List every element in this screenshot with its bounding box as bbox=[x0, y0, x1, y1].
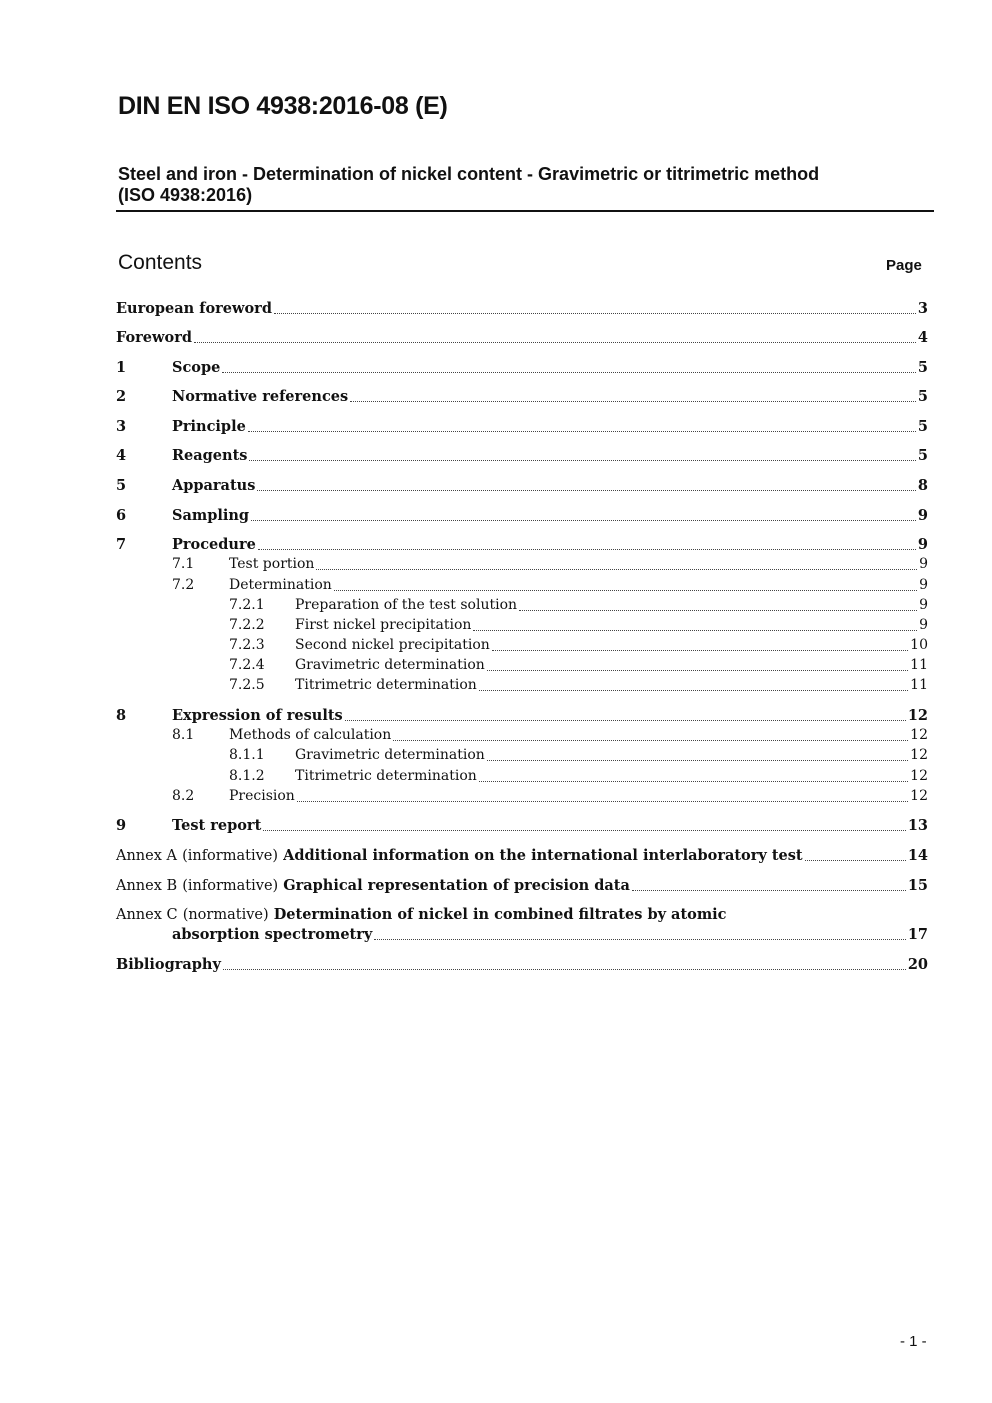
dot-leader bbox=[345, 720, 906, 721]
toc-entry-number: 7.2.1 bbox=[229, 597, 265, 613]
toc-entry-page: 11 bbox=[910, 657, 928, 673]
toc-entry-annex-a[interactable] bbox=[116, 847, 928, 867]
annex-kind: (normative) bbox=[182, 907, 269, 923]
toc-entry-page: 17 bbox=[907, 926, 928, 943]
toc-entry-normative-references[interactable] bbox=[116, 388, 928, 408]
annex-label: Annex C bbox=[116, 907, 178, 923]
dot-leader bbox=[194, 342, 916, 343]
toc-entry-page: 12 bbox=[910, 788, 928, 804]
toc-entry-page: 13 bbox=[907, 817, 928, 834]
toc-entry-number: 2 bbox=[116, 388, 127, 405]
dot-leader bbox=[251, 520, 916, 521]
toc-entry-calc-gravimetric-determination[interactable] bbox=[229, 747, 928, 767]
dot-leader bbox=[258, 549, 916, 550]
toc-entry-title bbox=[116, 847, 803, 864]
toc-entry-foreword[interactable] bbox=[116, 329, 928, 349]
dot-leader bbox=[222, 372, 916, 373]
dot-leader bbox=[479, 690, 908, 691]
toc-entry-expression-of-results[interactable] bbox=[116, 707, 928, 727]
toc-entry-number: 3 bbox=[116, 418, 127, 435]
toc-entry-titrimetric-determination[interactable] bbox=[229, 677, 928, 697]
toc-entry-title: Scope bbox=[172, 359, 221, 376]
toc-entry-european-foreword[interactable] bbox=[116, 300, 928, 320]
toc-entry-calc-titrimetric-determination[interactable] bbox=[229, 768, 928, 788]
toc-entry-bibliography[interactable] bbox=[116, 956, 928, 976]
annex-label: Annex A bbox=[116, 848, 177, 864]
toc-entry-number: 4 bbox=[116, 447, 127, 464]
toc-entry-preparation-of-test-solution[interactable] bbox=[229, 597, 928, 617]
dot-leader bbox=[492, 650, 908, 651]
toc-entry-page: 9 bbox=[917, 536, 928, 553]
toc-entry-page: 5 bbox=[917, 388, 928, 405]
toc-entry-number: 6 bbox=[116, 507, 127, 524]
dot-leader bbox=[263, 830, 906, 831]
toc-entry-test-portion[interactable] bbox=[172, 556, 928, 576]
dot-leader bbox=[374, 939, 906, 940]
toc-entry-title: Gravimetric determination bbox=[295, 657, 485, 673]
toc-entry-title: Methods of calculation bbox=[229, 727, 392, 743]
dot-leader bbox=[257, 490, 916, 491]
toc-entry-annex-c-line-1[interactable] bbox=[116, 906, 727, 926]
toc-entry-title: Procedure bbox=[172, 536, 256, 553]
toc-entry-title: Sampling bbox=[172, 507, 250, 524]
toc-entry-page: 4 bbox=[917, 329, 928, 346]
toc-entry-title: Reagents bbox=[172, 447, 248, 464]
toc-entry-title bbox=[116, 877, 630, 894]
toc-entry-title: Normative references bbox=[172, 388, 349, 405]
annex-label: Annex B bbox=[116, 878, 178, 894]
toc-entry-number: 7.2.2 bbox=[229, 617, 265, 633]
annex-title: Additional information on the international interlaboratory test bbox=[283, 847, 803, 864]
toc-entry-first-nickel-precipitation[interactable] bbox=[229, 617, 928, 637]
toc-entry-number: 7 bbox=[116, 536, 127, 553]
annex-kind: (informative) bbox=[182, 848, 279, 864]
toc-entry-page: 12 bbox=[907, 707, 928, 724]
toc-entry-principle[interactable] bbox=[116, 418, 928, 438]
toc-entry-page: 9 bbox=[919, 617, 928, 633]
toc-entry-page: 9 bbox=[919, 597, 928, 613]
dot-leader bbox=[805, 860, 906, 861]
toc-entry-precision[interactable] bbox=[172, 788, 928, 808]
toc-entry-number: 7.2.4 bbox=[229, 657, 265, 673]
toc-entry-number: 8 bbox=[116, 707, 127, 724]
toc-entry-procedure[interactable] bbox=[116, 536, 928, 556]
toc-entry-title: Determination bbox=[229, 577, 332, 593]
toc-entry-title: Preparation of the test solution bbox=[295, 597, 518, 613]
toc-entry-title: Expression of results bbox=[172, 707, 343, 724]
toc-entry-title: Gravimetric determination bbox=[295, 747, 485, 763]
dot-leader bbox=[316, 569, 917, 570]
toc-entry-test-report[interactable] bbox=[116, 817, 928, 837]
toc-entry-title: Test report bbox=[172, 817, 262, 834]
toc-entry-title: European foreword bbox=[116, 300, 272, 317]
toc-entry-page: 15 bbox=[907, 877, 928, 894]
annex-title: Determination of nickel in combined filtrates by atomic bbox=[273, 906, 727, 923]
toc-entry-apparatus[interactable] bbox=[116, 477, 928, 497]
dot-leader bbox=[274, 313, 916, 314]
document-title: DIN EN ISO 4938:2016-08 (E) bbox=[118, 92, 448, 120]
toc-entry-number: 9 bbox=[116, 817, 127, 834]
subtitle-line-1: Steel and iron - Determination of nickel content - Gravimetric or titrimetric method bbox=[118, 164, 820, 184]
toc-entry-gravimetric-determination[interactable] bbox=[229, 657, 928, 677]
toc-entry-page: 3 bbox=[917, 300, 928, 317]
dot-leader bbox=[479, 781, 908, 782]
toc-entry-annex-b[interactable] bbox=[116, 877, 928, 897]
toc-entry-page: 14 bbox=[907, 847, 928, 864]
dot-leader bbox=[473, 630, 917, 631]
toc-entry-page: 11 bbox=[910, 677, 928, 693]
toc-entry-page: 9 bbox=[919, 556, 928, 572]
toc-entry-title: absorption spectrometry bbox=[172, 926, 373, 943]
toc-entry-page: 8 bbox=[917, 477, 928, 494]
toc-entry-number: 7.2.3 bbox=[229, 637, 265, 653]
toc-entry-page: 20 bbox=[907, 956, 928, 973]
dot-leader bbox=[632, 890, 906, 891]
toc-entry-page: 5 bbox=[917, 418, 928, 435]
toc-entry-methods-of-calculation[interactable] bbox=[172, 727, 928, 747]
toc-entry-title: Principle bbox=[172, 418, 246, 435]
toc-entry-page: 9 bbox=[919, 577, 928, 593]
dot-leader bbox=[350, 401, 916, 402]
dot-leader bbox=[297, 801, 908, 802]
toc-entry-page: 12 bbox=[910, 747, 928, 763]
toc-entry-second-nickel-precipitation[interactable] bbox=[229, 637, 928, 657]
toc-entry-title: Titrimetric determination bbox=[295, 677, 477, 693]
dot-leader bbox=[334, 590, 917, 591]
toc-entry-page: 12 bbox=[910, 727, 928, 743]
dot-leader bbox=[487, 760, 908, 761]
toc-entry-title: First nickel precipitation bbox=[295, 617, 472, 633]
toc-entry-page: 10 bbox=[910, 637, 928, 653]
toc-entry-scope[interactable] bbox=[116, 359, 928, 379]
dot-leader bbox=[519, 610, 917, 611]
toc-entry-number: 7.2.5 bbox=[229, 677, 265, 693]
page-column-heading: Page bbox=[886, 257, 922, 274]
toc-entry-number: 8.2 bbox=[172, 788, 195, 804]
toc-entry-page: 5 bbox=[917, 359, 928, 376]
dot-leader bbox=[249, 460, 915, 461]
page-number: - 1 - bbox=[900, 1333, 927, 1350]
toc-entry-number: 8.1 bbox=[172, 727, 195, 743]
toc-entry-number: 7.1 bbox=[172, 556, 195, 572]
toc-entry-determination[interactable] bbox=[172, 577, 928, 597]
toc-entry-title: Bibliography bbox=[116, 956, 221, 973]
dot-leader bbox=[248, 431, 916, 432]
toc-entry-title: Apparatus bbox=[172, 477, 256, 494]
toc-entry-number: 5 bbox=[116, 477, 127, 494]
dot-leader bbox=[393, 740, 908, 741]
toc-entry-number: 8.1.2 bbox=[229, 768, 265, 784]
toc-entry-title: Foreword bbox=[116, 329, 192, 346]
toc-entry-number: 7.2 bbox=[172, 577, 195, 593]
dot-leader bbox=[487, 670, 908, 671]
toc-entry-page: 12 bbox=[910, 768, 928, 784]
subtitle-line-2: (ISO 4938:2016) bbox=[118, 185, 253, 205]
toc-entry-title: Precision bbox=[229, 788, 295, 804]
toc-entry-title: Second nickel precipitation bbox=[295, 637, 490, 653]
toc-entry-reagents[interactable] bbox=[116, 447, 928, 467]
toc-entry-title: Titrimetric determination bbox=[295, 768, 477, 784]
toc-entry-page: 9 bbox=[917, 507, 928, 524]
toc-entry-annex-c[interactable] bbox=[172, 926, 928, 946]
toc-entry-number: 8.1.1 bbox=[229, 747, 265, 763]
toc-entry-number: 1 bbox=[116, 359, 127, 376]
toc-entry-title: Test portion bbox=[229, 556, 315, 572]
toc-entry-page: 5 bbox=[917, 447, 928, 464]
dot-leader bbox=[223, 969, 906, 970]
contents-heading: Contents bbox=[118, 251, 203, 274]
toc-entry-sampling[interactable] bbox=[116, 507, 928, 527]
annex-title: Graphical representation of precision data bbox=[283, 877, 630, 894]
annex-kind: (informative) bbox=[182, 878, 279, 894]
